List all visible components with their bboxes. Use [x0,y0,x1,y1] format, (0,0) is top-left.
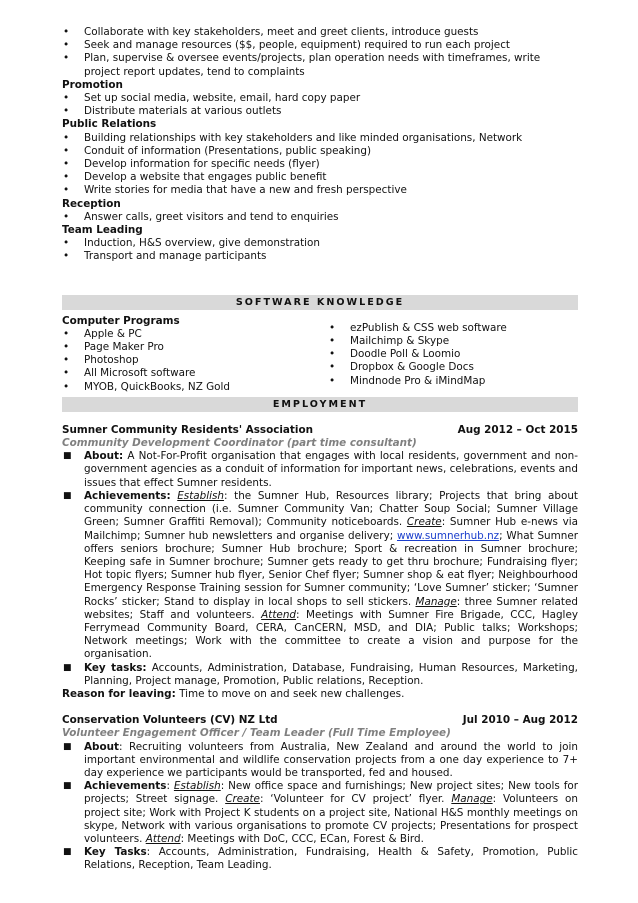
reason-for-leaving: Reason for leaving: Time to move on and seek new challenges. [62,687,405,700]
list-item: • Distribute materials at various outlets [63,105,282,118]
reception-heading: Reception [62,197,121,210]
job-dates: Aug 2012 – Oct 2015 [457,423,578,436]
list-item: • Apple & PC [63,327,142,340]
job-details-list [62,450,578,688]
list-item: • Doodle Poll & Loomio [329,348,461,361]
list-item: ■ Achievements: Establish: New office space and furnishings; New project sites; New tools for projects; Street signage. Create: ‘Volunteer for CV project’ flyer. Manage: Volunteers on project site; Work with Project K students on a project site, National H&S monthly meetings on skype, Network with various organisations to promote CV projects; Presentations for prospect volunteers. Attend: Meetings with DoC, CCC, ECan, Forest & Bird. [63,780,578,845]
list-item: • Dropbox & Google Docs [329,361,474,374]
list-item: • Photoshop [63,354,139,367]
job-details-list [62,741,578,873]
list-item: • Mailchimp & Skype [329,335,450,348]
software-list-right [312,322,578,394]
public-relations-list [62,132,578,198]
list-item: • Answer calls, greet visitors and tend to enquiries [63,210,339,223]
computer-programs-heading: Computer Programs [62,314,180,327]
list-item: • Develop a website that engages public benefit [63,171,327,184]
promotion-heading: Promotion [62,78,123,91]
team-leading-list [62,237,578,263]
list-item: • Page Maker Pro [63,341,164,354]
software-columns [62,321,578,394]
list-item: • Induction, H&S overview, give demonstration [63,237,320,250]
list-item: ■ About: A Not-For-Profit organisation that engages with local residents, government and non-government agencies as a conduit of information for important news, celebrations, events and issues that effect Sumner residents. [63,450,578,489]
reception-list [62,211,578,224]
spacer [62,264,578,295]
job-role: Volunteer Engagement Officer / Team Leader (Full Time Employee) [62,727,451,740]
list-item: • All Microsoft software [63,367,196,380]
software-list-left [62,328,312,394]
list-item: • ezPublish & CSS web software [329,321,507,334]
job-organisation: Sumner Community Residents' Association [62,423,313,436]
promotion-list [62,92,578,118]
resume-page [62,26,578,873]
employment-section-heading: EMPLOYMENT [62,397,578,412]
list-item: ■ Achievements: Establish: the Sumner Hub, Resources library; Projects that bring about community connection (i.e. Sumner Community Van; Chatter Soup Social; Sumner Village Green; Sumner Graffiti Removal); Community noticeboards. Create: Sumner Hub e-news via Mailchimp; Sumner hub newsletters and organise delivery; www.sumnerhub.nz; What Sumner offers seniors brochure; Sumner Hub brochure; Sport & recreation in Sumner brochure; Keeping safe in Sumner brochure; Sumner gets ready to get thru brochure; Fundraising flyer; Hot topic flyers; Sumner hub flyer, Senior Chef flyer; Sumner shop & eat flyer; Neighbourhood Emergency Response Training session for Sumner community; ‘Love Sumner’ sticker; ‘Sumner Rocks’ sticker; Stand to display in local shops to sell stickers. Manage: three Sumner related websites; Staff and volunteers. Attend: Meetings with Sumner Fire Brigade, CCC, Hagley Ferrymead Community Board, CERA, CanCERN, MSD, and DIA; Public talks; Workshops; Network meetings; Work with the committee to create a vision and purpose for the organisation. [63,489,579,661]
list-item: • Seek and manage resources ($$, people, equipment) required to run each project [63,39,510,52]
sumnerhub-link[interactable]: www.sumnerhub.nz [396,529,500,542]
list-item: • Write stories for media that have a new and fresh perspective [63,184,407,197]
list-item: ■ Key tasks: Accounts, Administration, Database, Fundraising, Human Resources, Marketing, Planning, Project manage, Promotion, Public relations, Reception. [63,661,578,687]
intro-list [62,26,578,79]
software-section-heading: SOFTWARE KNOWLEDGE [62,295,578,310]
list-item: • Mindnode Pro & iMindMap [329,374,486,387]
list-item: • Collaborate with key stakeholders, meet and greet clients, introduce guests [63,26,479,38]
list-item: • MYOB, QuickBooks, NZ Gold [63,380,231,393]
list-item: • Conduit of information (Presentations, public speaking) [63,144,372,157]
job-header [62,714,578,727]
list-item: ■ Key Tasks: Accounts, Administration, Fundraising, Health & Safety, Promotion, Public Relations, Reception, Team Leading. [63,846,578,872]
team-leading-heading: Team Leading [62,224,143,237]
list-item: • Building relationships with key stakeholders and like minded organisations, Network [63,131,523,144]
list-item: • Transport and manage participants [63,250,267,263]
job-organisation: Conservation Volunteers (CV) NZ Ltd [62,714,278,727]
job-role: Community Development Coordinator (part time consultant) [62,437,417,450]
public-relations-heading: Public Relations [62,118,157,131]
job-header [62,424,578,437]
list-item: • Plan, supervise & oversee events/projects, plan operation needs with timeframes, write project report updates, tend to complaints [63,52,541,78]
list-item: ■ About: Recruiting volunteers from Australia, New Zealand and around the world to join important environmental and wildlife conservation projects from a one day experience to 7+ day experience we participants would be transported, fed and housed. [63,740,578,779]
list-item: • Set up social media, website, email, hard copy paper [63,92,361,105]
list-item: • Develop information for specific needs (flyer) [63,158,320,171]
job-dates: Jul 2010 – Aug 2012 [462,714,578,727]
